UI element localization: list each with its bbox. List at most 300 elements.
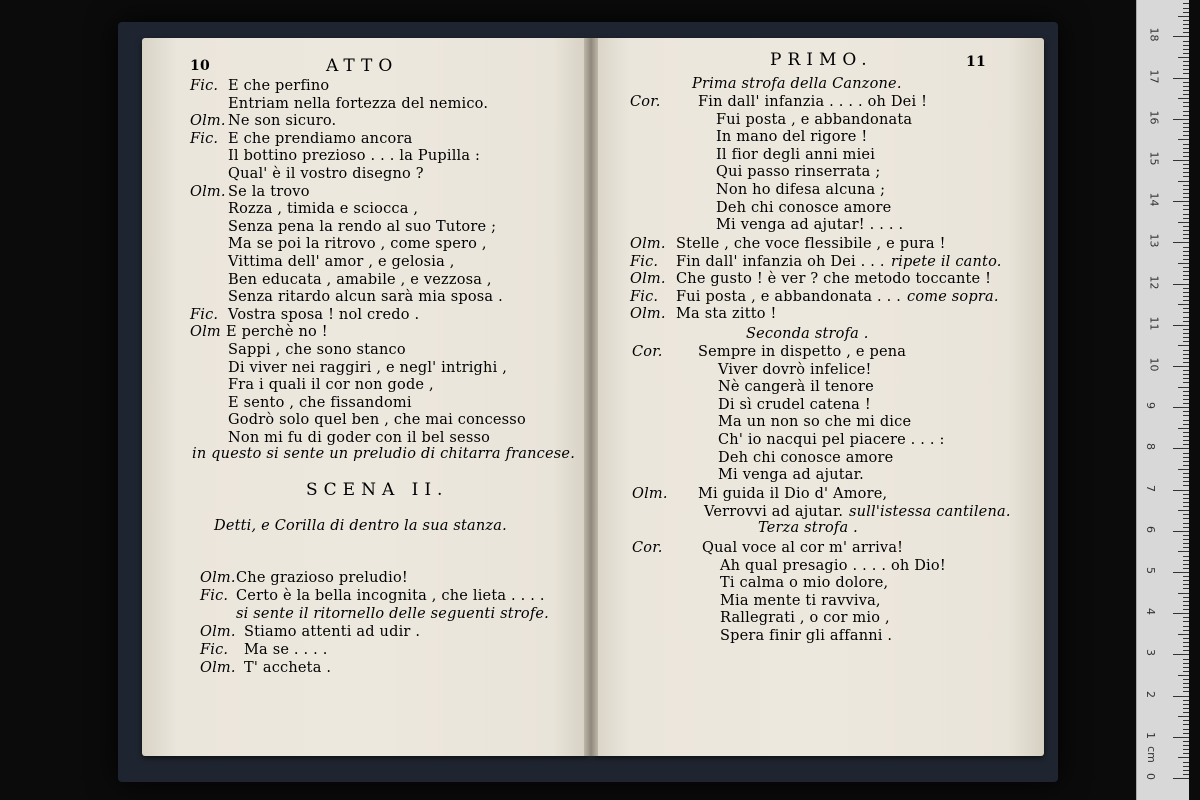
ruler-tick (1183, 679, 1189, 680)
ruler-tick (1178, 469, 1189, 470)
verse-line: Mi guida il Dio d' Amore, (698, 486, 888, 502)
ruler-tick (1183, 663, 1189, 664)
ruler-tick (1183, 473, 1189, 474)
stage-direction: sull'istessa cantilena. (849, 504, 1011, 520)
ruler-tick (1183, 164, 1189, 165)
verse-line: E perchè no ! (226, 324, 328, 341)
ruler-tick (1183, 362, 1189, 363)
speaker-label: Fic. (630, 253, 659, 270)
ruler-tick (1183, 308, 1189, 309)
verse-line: Di sì crudel catena ! (718, 396, 871, 413)
ruler-tick (1183, 271, 1189, 272)
ruler-tick (1183, 238, 1189, 239)
ruler-tick (1183, 312, 1189, 313)
verse-line: Rallegrati , o cor mio , (720, 610, 890, 627)
ruler-tick (1183, 741, 1189, 742)
ruler-tick (1183, 350, 1189, 351)
ruler-tick (1183, 485, 1189, 486)
ruler-tick (1183, 646, 1189, 647)
ruler-tick (1183, 3, 1189, 4)
stage-direction: in questo si sente un preludio di chitarra francese. (192, 446, 576, 462)
ruler-tick (1183, 700, 1189, 701)
ruler-tick (1183, 329, 1189, 330)
ruler-tick (1183, 457, 1189, 458)
ruler-tick (1183, 415, 1189, 416)
ruler-tick (1173, 737, 1189, 738)
ruler-tick (1183, 20, 1189, 21)
ruler-tick (1173, 366, 1189, 367)
verse-line: Fin dall' infanzia oh Dei . . . (676, 253, 885, 270)
ruler-tick (1173, 36, 1189, 37)
ruler-label: 16 (1147, 110, 1161, 125)
verse-line: Ben educata , amabile , e vezzosa , (228, 271, 492, 288)
verse-line: Non ho difesa alcuna ; (716, 182, 886, 198)
ruler-tick (1183, 638, 1189, 639)
speaker-label: Fic. (190, 130, 219, 147)
ruler-tick (1183, 300, 1189, 301)
ruler-tick (1183, 584, 1189, 585)
ruler-tick (1183, 69, 1189, 70)
speaker-label: Olm. (630, 306, 666, 323)
ruler-label: 15 (1147, 151, 1161, 166)
verse-line: Se la trovo (228, 183, 310, 200)
ruler-tick (1183, 568, 1189, 569)
ruler-tick (1183, 296, 1189, 297)
ruler-tick (1183, 609, 1189, 610)
ruler-tick (1178, 428, 1189, 429)
verse-line: Qui passo rinserrata ; (716, 164, 881, 181)
verse-line: Deh chi conosce amore (716, 199, 892, 216)
ruler-tick (1178, 57, 1189, 58)
ruler-tick (1173, 572, 1189, 573)
verse-line: Ti calma o mio dolore, (720, 575, 889, 592)
ruler-tick (1183, 543, 1189, 544)
ruler-tick (1183, 642, 1189, 643)
verse-line: E che perfino (228, 78, 330, 94)
verse-line: Mi venga ad ajutar! . . . . (716, 217, 904, 234)
ruler-tick (1183, 626, 1189, 627)
ruler-tick (1183, 580, 1189, 581)
ruler-tick (1183, 560, 1189, 561)
ruler-tick (1183, 605, 1189, 606)
stage-direction: si sente il ritornello delle seguenti strofe. (236, 606, 549, 622)
verse-line: In mano del rigore ! (716, 129, 868, 146)
ruler-tick (1173, 613, 1189, 614)
ruler-unit: cm (1144, 746, 1158, 763)
ruler-tick (1178, 16, 1189, 17)
ruler-tick (1183, 498, 1189, 499)
ruler-tick (1183, 209, 1189, 210)
verse-line: Ch' io nacqui pel piacere . . . : (718, 432, 945, 448)
ruler-label: 17 (1147, 69, 1161, 84)
ruler-tick (1183, 535, 1189, 536)
ruler-tick (1183, 197, 1189, 198)
ruler-tick (1178, 98, 1189, 99)
ruler-tick (1178, 222, 1189, 223)
ruler-tick (1183, 172, 1189, 173)
ruler-tick (1178, 593, 1189, 594)
ruler-tick (1183, 168, 1189, 169)
verse-line: Ma un non so che mi dice (718, 414, 912, 431)
measuring-ruler (1136, 0, 1189, 800)
ruler-tick (1183, 24, 1189, 25)
ruler-tick (1183, 617, 1189, 618)
ruler-tick (1183, 251, 1189, 252)
ruler-tick (1178, 304, 1189, 305)
ruler-tick (1183, 259, 1189, 260)
ruler-tick (1173, 242, 1189, 243)
ruler-tick (1183, 8, 1189, 9)
verse-line: Che gusto ! è ver ? che metodo toccante ! (676, 271, 992, 288)
ruler-tick (1173, 654, 1189, 655)
ruler-tick (1183, 53, 1189, 54)
ruler-tick (1183, 41, 1189, 42)
speaker-label: Fic. (190, 306, 219, 323)
ruler-tick (1183, 477, 1189, 478)
verse-line: E sento , che fissandomi (228, 394, 412, 411)
section-heading: Prima strofa della Canzone. (692, 76, 902, 92)
ruler-tick (1178, 139, 1189, 140)
ruler-tick (1183, 292, 1189, 293)
verse-line: Senza pena la rendo al suo Tutore ; (228, 218, 497, 235)
ruler-tick (1183, 176, 1189, 177)
verse-line: Il fior degli anni miei (716, 146, 876, 163)
speaker-label: Olm. (632, 486, 668, 502)
ruler-tick (1183, 288, 1189, 289)
ruler-tick (1183, 704, 1189, 705)
scene-heading: SCENA II. (306, 480, 449, 500)
ruler-tick (1173, 325, 1189, 326)
ruler-tick (1183, 753, 1189, 754)
ruler-tick (1183, 601, 1189, 602)
ruler-label: 4 (1144, 608, 1157, 616)
verse-line: Nè cangerà il tenore (718, 379, 874, 396)
verse-line: Ma se poi la ritrovo , come spero , (228, 236, 487, 253)
ruler-tick (1183, 45, 1189, 46)
ruler-tick (1183, 279, 1189, 280)
ruler-label: 10 (1147, 357, 1161, 372)
ruler-tick (1183, 444, 1189, 445)
ruler-tick (1183, 333, 1189, 334)
speaker-label: Olm. (200, 624, 236, 640)
section-heading: Terza strofa . (758, 520, 858, 536)
ruler-tick (1173, 160, 1189, 161)
ruler-tick (1183, 193, 1189, 194)
verse-line: Fin dall' infanzia . . . . oh Dei ! (698, 94, 928, 110)
ruler-label: 8 (1144, 443, 1157, 451)
verse-line: Fui posta , e abbandonata (716, 111, 913, 128)
ruler-tick (1183, 234, 1189, 235)
ruler-tick (1183, 337, 1189, 338)
ruler-label: 12 (1147, 275, 1161, 290)
verse-line: Fra i quali il cor non gode , (228, 377, 434, 394)
ruler-tick (1183, 514, 1189, 515)
speaker-label: Fic. (200, 588, 229, 604)
ruler-tick (1173, 448, 1189, 449)
ruler-tick (1183, 621, 1189, 622)
verse-line: Deh chi conosce amore (718, 449, 894, 466)
ruler-tick (1183, 218, 1189, 219)
ruler-tick (1183, 650, 1189, 651)
ruler-tick (1183, 135, 1189, 136)
ruler-label: 13 (1147, 233, 1161, 248)
verse-line: Spera finir gli affanni . (720, 628, 893, 644)
ruler-tick (1183, 247, 1189, 248)
ruler-tick (1173, 78, 1189, 79)
ruler-tick (1183, 724, 1189, 725)
ruler-tick (1183, 395, 1189, 396)
ruler-tick (1178, 510, 1189, 511)
ruler-tick (1183, 556, 1189, 557)
ruler-tick (1183, 440, 1189, 441)
ruler-tick (1178, 675, 1189, 676)
ruler-label: 0 (1144, 773, 1157, 780)
ruler-label: 2 (1144, 690, 1157, 698)
ruler-tick (1183, 358, 1189, 359)
ruler-tick (1183, 481, 1189, 482)
speaker-label: Olm. (190, 113, 226, 130)
ruler-tick (1183, 115, 1189, 116)
ruler-tick (1183, 185, 1189, 186)
ruler-tick (1183, 61, 1189, 62)
ruler-label: 3 (1144, 649, 1157, 657)
ruler-tick (1183, 94, 1189, 95)
ruler-tick (1183, 131, 1189, 132)
ruler-tick (1183, 547, 1189, 548)
ruler-tick (1183, 733, 1189, 734)
ruler-tick (1183, 774, 1189, 775)
verse-line: Senza ritardo alcun sarà mia sposa . (228, 289, 503, 306)
ruler-tick (1183, 424, 1189, 425)
speaker-label: Olm. (630, 271, 666, 288)
ruler-tick (1183, 506, 1189, 507)
verse-line: Vostra sposa ! nol credo . (228, 306, 420, 323)
verse-line: Godrò solo quel ben , che mai concesso (228, 412, 526, 429)
ruler-tick (1183, 766, 1189, 767)
ruler-tick (1183, 518, 1189, 519)
ruler-tick (1183, 148, 1189, 149)
ruler-tick (1183, 152, 1189, 153)
speaker-label: Olm. (190, 183, 226, 200)
verse-line: Sappi , che sono stanco (228, 342, 406, 358)
ruler-tick (1183, 539, 1189, 540)
verse-line: Stiamo attenti ad udir . (244, 624, 421, 640)
ruler-tick (1183, 144, 1189, 145)
ruler-tick (1183, 465, 1189, 466)
ruler-tick (1183, 32, 1189, 33)
book-gutter (584, 38, 598, 756)
page-number: 11 (966, 54, 986, 70)
speaker-label: Cor. (632, 540, 663, 556)
ruler-tick (1183, 374, 1189, 375)
verse-line: Verrovvi ad ajutar. (704, 504, 844, 520)
ruler-tick (1183, 370, 1189, 371)
stage-direction: come sopra. (907, 288, 999, 305)
ruler-tick (1183, 378, 1189, 379)
ruler-tick (1183, 494, 1189, 495)
verse-line: Qual voce al cor m' arriva! (702, 540, 904, 556)
section-heading: Seconda strofa . (746, 326, 869, 342)
ruler-tick (1183, 691, 1189, 692)
scene-subtitle: Detti, e Corilla di dentro la sua stanza. (214, 518, 507, 534)
speaker-label: Cor. (632, 344, 663, 360)
ruler-tick (1183, 708, 1189, 709)
ruler-tick (1183, 597, 1189, 598)
ruler-tick (1183, 564, 1189, 565)
speaker-label: Olm. (200, 660, 236, 676)
ruler-tick (1183, 341, 1189, 342)
ruler-tick (1183, 403, 1189, 404)
verse-line: Non mi fu di goder con il bel sesso (228, 430, 491, 446)
verse-line: Stelle , che voce flessibile , e pura ! (676, 236, 946, 252)
verse-line: Ne son sicuro. (228, 113, 337, 130)
verse-line: Ma sta zitto ! (676, 306, 777, 323)
ruler-tick (1183, 745, 1189, 746)
ruler-tick (1183, 420, 1189, 421)
ruler-tick (1178, 263, 1189, 264)
ruler-tick (1183, 90, 1189, 91)
ruler-tick (1183, 49, 1189, 50)
ruler-tick (1183, 659, 1189, 660)
ruler-tick (1183, 102, 1189, 103)
running-head: ATTO (326, 56, 399, 76)
ruler-tick (1178, 345, 1189, 346)
ruler-label: 1 (1144, 731, 1157, 739)
ruler-tick (1183, 214, 1189, 215)
verse-line: Viver dovrò infelice! (718, 361, 872, 378)
ruler-tick (1183, 588, 1189, 589)
ruler-tick (1183, 127, 1189, 128)
verse-line: Mi venga ad ajutar. (718, 467, 864, 484)
speaker-label: Olm (190, 324, 221, 341)
ruler-tick (1183, 382, 1189, 383)
ruler-label: 6 (1144, 525, 1157, 533)
ruler-label: 7 (1144, 484, 1157, 492)
verse-line: Mia mente ti ravviva, (720, 592, 881, 609)
ruler-tick (1183, 156, 1189, 157)
ruler-tick (1183, 82, 1189, 83)
ruler-tick (1183, 432, 1189, 433)
speaker-label: Fic. (630, 288, 659, 305)
ruler-tick (1183, 321, 1189, 322)
ruler-tick (1183, 683, 1189, 684)
ruler-tick (1183, 73, 1189, 74)
ruler-tick (1178, 716, 1189, 717)
ruler-tick (1178, 387, 1189, 388)
page-number: 10 (190, 58, 210, 74)
verse-line: Certo è la bella incognita , che lieta . . . . (236, 588, 545, 604)
ruler-tick (1183, 729, 1189, 730)
ruler-tick (1183, 630, 1189, 631)
verse-line: Qual' è il vostro disegno ? (228, 166, 424, 182)
verse-line: Che grazioso preludio! (236, 570, 408, 586)
ruler-tick (1183, 267, 1189, 268)
ruler-tick (1183, 12, 1189, 13)
verse-line: Entriam nella fortezza del nemico. (228, 95, 489, 112)
ruler-tick (1178, 181, 1189, 182)
stage-direction: ripete il canto. (891, 253, 1002, 270)
ruler-tick (1183, 111, 1189, 112)
ruler-tick (1183, 576, 1189, 577)
ruler-tick (1183, 275, 1189, 276)
ruler-tick (1183, 189, 1189, 190)
ruler-tick (1183, 762, 1189, 763)
ruler-tick (1173, 407, 1189, 408)
ruler-tick (1183, 749, 1189, 750)
verse-line: T' accheta . (244, 660, 332, 676)
ruler-tick (1183, 391, 1189, 392)
ruler-tick (1173, 201, 1189, 202)
ruler-tick (1178, 634, 1189, 635)
speaker-label: Cor. (630, 94, 661, 110)
ruler-label: 18 (1147, 27, 1161, 42)
verse-line: E che prendiamo ancora (228, 130, 413, 147)
verse-line: Il bottino prezioso . . . la Pupilla : (228, 148, 481, 165)
ruler-tick (1183, 86, 1189, 87)
speaker-label: Olm. (200, 570, 236, 586)
speaker-label: Olm. (630, 236, 666, 252)
ruler-tick (1183, 230, 1189, 231)
ruler-tick (1173, 490, 1189, 491)
ruler-tick (1183, 317, 1189, 318)
ruler-tick (1183, 667, 1189, 668)
verse-line: Ma se . . . . (244, 642, 328, 658)
ruler-tick (1183, 106, 1189, 107)
ruler-tick (1173, 119, 1189, 120)
ruler-tick (1178, 551, 1189, 552)
ruler-tick (1183, 671, 1189, 672)
ruler-tick (1183, 354, 1189, 355)
ruler-tick (1183, 411, 1189, 412)
speaker-label: Fic. (200, 642, 229, 658)
ruler-tick (1183, 502, 1189, 503)
ruler-tick (1183, 436, 1189, 437)
ruler-label: 9 (1144, 402, 1157, 410)
verse-line: Fui posta , e abbandonata . . . (676, 288, 902, 305)
ruler-tick (1183, 770, 1189, 771)
ruler-label: 14 (1147, 192, 1161, 207)
ruler-tick (1173, 531, 1189, 532)
speaker-label: Fic. (190, 78, 219, 94)
ruler-tick (1183, 123, 1189, 124)
running-head: PRIMO. (770, 50, 873, 70)
verse-line: Vittima dell' amor , e gelosia , (228, 254, 455, 270)
verse-line: Rozza , timida e sciocca , (228, 201, 419, 218)
verse-line: Di viver nei raggiri , e negl' intrighi , (228, 359, 508, 376)
verse-line: Sempre in dispetto , e pena (698, 344, 907, 360)
ruler-tick (1183, 687, 1189, 688)
ruler-tick (1183, 28, 1189, 29)
ruler-tick (1183, 453, 1189, 454)
ruler-tick (1183, 523, 1189, 524)
verse-line: Ah qual presagio . . . . oh Dio! (720, 557, 946, 574)
ruler-tick (1183, 205, 1189, 206)
ruler-tick (1183, 255, 1189, 256)
ruler-tick (1173, 778, 1189, 779)
ruler-tick (1173, 696, 1189, 697)
ruler-tick (1183, 65, 1189, 66)
ruler-tick (1183, 527, 1189, 528)
ruler-tick (1183, 712, 1189, 713)
ruler-tick (1178, 757, 1189, 758)
ruler-label: 5 (1144, 567, 1157, 574)
ruler-tick (1173, 284, 1189, 285)
ruler-tick (1183, 399, 1189, 400)
ruler-tick (1183, 461, 1189, 462)
ruler-label: 11 (1147, 316, 1161, 331)
ruler-tick (1183, 720, 1189, 721)
ruler-tick (1183, 226, 1189, 227)
